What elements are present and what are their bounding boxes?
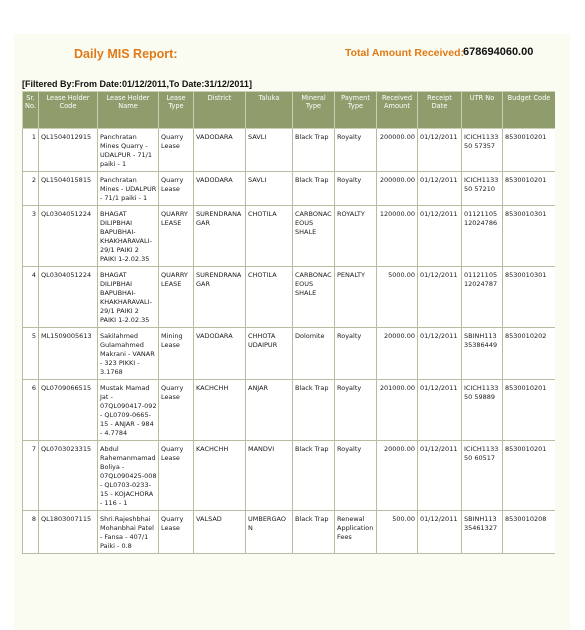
cell-sr-no: 8 [23,511,39,554]
cell-utr-no: 01121105 12024787 [462,267,503,328]
report-title: Daily MIS Report: [74,47,178,61]
cell-lease-holder-name: Shri.Rajeshbhai Mohanbhai Patel - Fansa - 407/1 Paiki - 0.8 [98,511,159,554]
cell-budget-code: 8530010201 [503,380,556,441]
cell-utr-no: ICICH1133 50 60517 [462,441,503,511]
total-amount-value: 678694060.00 [463,46,534,58]
cell-lease-holder-name: Panchratan Mines - UDALPUR - 71/1 paiki - 1 [98,172,159,206]
table-row [23,380,556,441]
cell-lease-type: Quarry Lease [159,511,194,554]
cell-lease-type: Quarry Lease [159,441,194,511]
column-header-district: District [194,92,246,129]
cell-lease-holder-code: QL0709066515 [39,380,98,441]
cell-taluka: CHOTILA [246,267,293,328]
cell-district: VADODARA [194,172,246,206]
column-header-lease-holder-code: Lease Holder Code [39,92,98,129]
cell-budget-code: 8530010201 [503,129,556,172]
cell-lease-holder-code: QL1504012915 [39,129,98,172]
cell-lease-type: QUARRY LEASE [159,267,194,328]
column-header-received-amount: Received Amount [377,92,418,129]
cell-mineral-type: Black Trap [293,380,335,441]
cell-utr-no: SBINH113 35461327 [462,511,503,554]
cell-mineral-type: Black Trap [293,129,335,172]
cell-payment-type: PENALTY [335,267,377,328]
cell-taluka: CHOTILA [246,206,293,267]
column-header-lease-holder-name: Lease Holder Name [98,92,159,129]
cell-district: KACHCHH [194,441,246,511]
cell-lease-holder-name: BHAGAT DILIPBHAI BAPUBHAI-KHAKHARAVALI-29/1 PAIKI 2 PAIKI 1-2.02.35 [98,206,159,267]
cell-sr-no: 3 [23,206,39,267]
cell-lease-type: Mining Lease [159,328,194,380]
cell-received-amount: 200000.00 [377,172,418,206]
cell-lease-type: Quarry Lease [159,129,194,172]
cell-budget-code: 8530010202 [503,328,556,380]
cell-received-amount: 500.00 [377,511,418,554]
column-header-sr-no: Sr. No. [23,92,39,129]
cell-taluka: SAVLI [246,172,293,206]
cell-taluka: SAVLI [246,129,293,172]
cell-payment-type: Royalty [335,172,377,206]
table-row [23,328,556,380]
cell-receipt-date: 01/12/2011 [418,511,462,554]
cell-sr-no: 2 [23,172,39,206]
cell-sr-no: 5 [23,328,39,380]
column-header-mineral-type: Mineral Type [293,92,335,129]
cell-utr-no: 01121105 12024786 [462,206,503,267]
cell-sr-no: 6 [23,380,39,441]
cell-lease-type: Quarry Lease [159,172,194,206]
cell-taluka: CHHOTA UDAIPUR [246,328,293,380]
column-header-receipt-date: Receipt Date [418,92,462,129]
cell-lease-holder-name: Panchratan Mines Quarry - UDALPUR - 71/1 paiki - 1 [98,129,159,172]
cell-sr-no: 7 [23,441,39,511]
cell-budget-code: 8530010208 [503,511,556,554]
cell-lease-holder-code: QL1803007115 [39,511,98,554]
cell-payment-type: Royalty [335,129,377,172]
cell-receipt-date: 01/12/2011 [418,172,462,206]
cell-budget-code: 8530010201 [503,441,556,511]
cell-received-amount: 20000.00 [377,328,418,380]
cell-mineral-type: Black Trap [293,441,335,511]
cell-received-amount: 120000.00 [377,206,418,267]
cell-budget-code: 8530010301 [503,206,556,267]
cell-lease-type: Quarry Lease [159,380,194,441]
column-header-utr-no: UTR No [462,92,503,129]
cell-district: VALSAD [194,511,246,554]
cell-lease-holder-name: Abdul Rahemanmamad Boliya - 07QL090425-008 - QL0703-0233-15 - KOJACHORA - 116 - 1 [98,441,159,511]
cell-sr-no: 4 [23,267,39,328]
cell-lease-holder-name: Mustak Mamad Jat - 07QL090417-092 - QL0709-0665-15 - ANJAR - 984 - 4.7784 [98,380,159,441]
cell-sr-no: 1 [23,129,39,172]
cell-utr-no: ICICH1133 50 59889 [462,380,503,441]
cell-lease-type: QUARRY LEASE [159,206,194,267]
cell-mineral-type: CARBONAC EOUS SHALE [293,267,335,328]
table-header-row [23,92,556,129]
table-row [23,267,556,328]
cell-received-amount: 20000.00 [377,441,418,511]
cell-lease-holder-code: QL0304051224 [39,267,98,328]
cell-lease-holder-code: QL0304051224 [39,206,98,267]
cell-payment-type: Renewal Application Fees [335,511,377,554]
cell-payment-type: Royalty [335,441,377,511]
cell-lease-holder-code: QL1504015815 [39,172,98,206]
table-row [23,129,556,172]
column-header-payment-type: Payment Type [335,92,377,129]
cell-taluka: MANDVI [246,441,293,511]
cell-budget-code: 8530010201 [503,172,556,206]
cell-payment-type: Royalty [335,380,377,441]
cell-lease-holder-code: ML1509005613 [39,328,98,380]
cell-payment-type: ROYALTY [335,206,377,267]
table-row [23,172,556,206]
cell-receipt-date: 01/12/2011 [418,380,462,441]
column-header-lease-type: Lease Type [159,92,194,129]
column-header-taluka: Taluka [246,92,293,129]
cell-utr-no: ICICH1133 50 57210 [462,172,503,206]
cell-utr-no: ICICH1133 50 57357 [462,129,503,172]
filter-criteria: [Filtered By:From Date:01/12/2011,To Date:31/12/2011] [22,79,252,89]
cell-received-amount: 201000.00 [377,380,418,441]
cell-mineral-type: CARBONAC EOUS SHALE [293,206,335,267]
cell-lease-holder-name: Sakilahmed Gulamahmed Makrani - VANAR - 323 PIKKI - 3.1768 [98,328,159,380]
cell-district: VADODARA [194,328,246,380]
cell-lease-holder-name: BHAGAT DILIPBHAI BAPUBHAI-KHAKHARAVALI-29/1 PAIKI 2 PAIKI 1-2.02.35 [98,267,159,328]
total-amount-label: Total Amount Received: [345,47,465,59]
report-table [22,91,555,554]
cell-lease-holder-code: QL0703023315 [39,441,98,511]
column-header-budget-code: Budget Code [503,92,556,129]
cell-receipt-date: 01/12/2011 [418,328,462,380]
cell-district: SURENDRANA GAR [194,267,246,328]
cell-budget-code: 8530010301 [503,267,556,328]
cell-payment-type: Royalty [335,328,377,380]
cell-received-amount: 5000.00 [377,267,418,328]
cell-receipt-date: 01/12/2011 [418,441,462,511]
cell-receipt-date: 01/12/2011 [418,267,462,328]
cell-district: KACHCHH [194,380,246,441]
cell-mineral-type: Black Trap [293,172,335,206]
table-row [23,441,556,511]
cell-taluka: ANJAR [246,380,293,441]
report-table-container [22,91,555,630]
cell-district: SURENDRANA GAR [194,206,246,267]
cell-district: VADODARA [194,129,246,172]
cell-taluka: UMBERGAO N [246,511,293,554]
cell-receipt-date: 01/12/2011 [418,129,462,172]
cell-receipt-date: 01/12/2011 [418,206,462,267]
table-row [23,511,556,554]
cell-utr-no: SBINH113 35386449 [462,328,503,380]
cell-mineral-type: Dolomite [293,328,335,380]
cell-mineral-type: Black Trap [293,511,335,554]
cell-received-amount: 200000.00 [377,129,418,172]
table-row [23,206,556,267]
